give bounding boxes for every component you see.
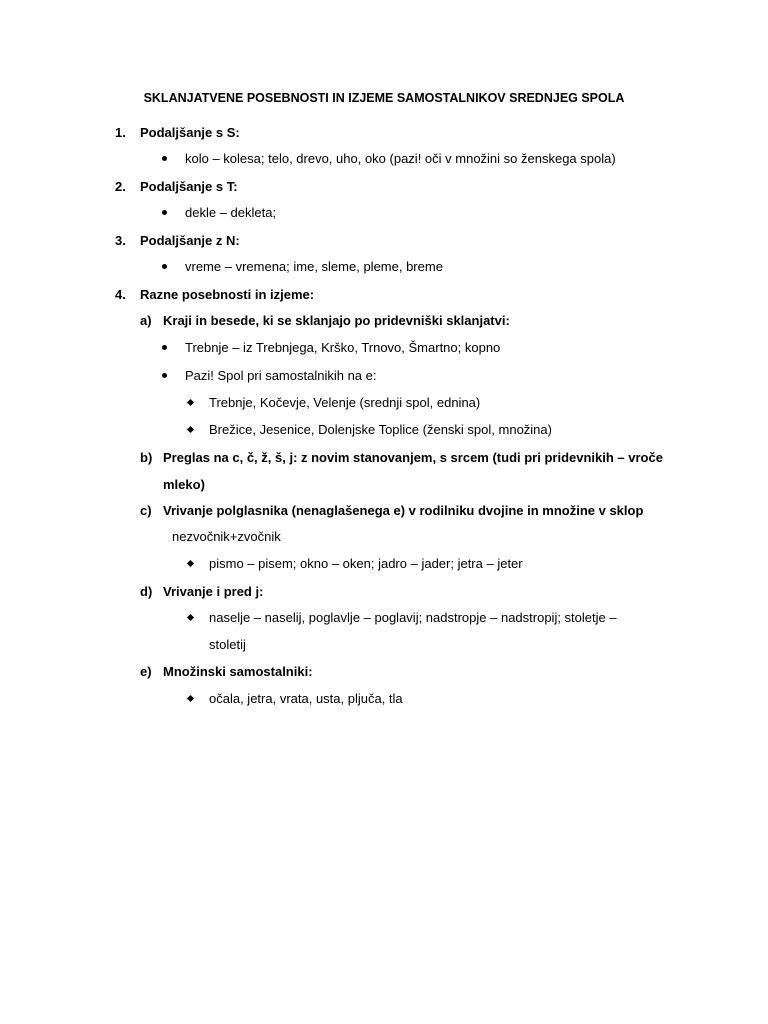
section-number: 3. — [115, 233, 126, 248]
list-item: Brežice, Jesenice, Dolenjske Toplice (ženski spol, množina) — [209, 422, 552, 437]
list-item-continued: stoletij — [209, 637, 246, 652]
diamond-bullet-icon — [187, 426, 194, 433]
list-item: očala, jetra, vrata, usta, pljuča, tla — [209, 691, 403, 706]
diamond-bullet-icon — [187, 399, 194, 406]
section-number: 4. — [115, 287, 126, 302]
list-item: dekle – dekleta; — [185, 205, 277, 220]
list-item: pismo – pisem; okno – oken; jadro – jader; jetra – jeter — [209, 556, 523, 571]
subsection-letter: a) — [140, 313, 152, 328]
bullet-dot-icon — [162, 210, 167, 215]
subsection-note: nezvočnik+zvočnik — [172, 529, 281, 544]
subsection-heading: Vrivanje i pred j: — [163, 584, 264, 599]
subsection-heading: Preglas na c, č, ž, š, j: z novim stanovanjem, s srcem (tudi pri pridevnikih – vroče — [163, 450, 663, 465]
list-item: kolo – kolesa; telo, drevo, uho, oko (pazi! oči v množini so ženskega spola) — [185, 151, 616, 166]
subsection-heading: Kraji in besede, ki se sklanjajo po pridevniški sklanjatvi: — [163, 313, 510, 328]
section-heading: Podaljšanje s T: — [140, 179, 238, 194]
bullet-dot-icon — [162, 373, 167, 378]
bullet-dot-icon — [162, 345, 167, 350]
bullet-dot-icon — [162, 264, 167, 269]
list-item: Pazi! Spol pri samostalnikih na e: — [185, 368, 377, 383]
list-item: naselje – naselij, poglavlje – poglavij; nadstropje – nadstropij; stoletje – — [209, 610, 617, 625]
subsection-letter: c) — [140, 503, 152, 518]
subsection-heading-continued: mleko) — [163, 477, 205, 492]
section-heading: Podaljšanje s S: — [140, 125, 240, 140]
subsection-letter: e) — [140, 664, 152, 679]
diamond-bullet-icon — [187, 614, 194, 621]
list-item: Trebnje – iz Trebnjega, Krško, Trnovo, Šmartno; kopno — [185, 340, 501, 355]
section-heading: Podaljšanje z N: — [140, 233, 240, 248]
section-number: 2. — [115, 179, 126, 194]
bullet-dot-icon — [162, 156, 167, 161]
diamond-bullet-icon — [187, 560, 194, 567]
section-number: 1. — [115, 125, 126, 140]
subsection-heading: Množinski samostalniki: — [163, 664, 313, 679]
list-item: Trebnje, Kočevje, Velenje (srednji spol, ednina) — [209, 395, 481, 410]
section-heading: Razne posebnosti in izjeme: — [140, 287, 315, 302]
subsection-heading: Vrivanje polglasnika (nenaglašenega e) v rodilniku dvojine in množine v sklop — [163, 503, 644, 518]
diamond-bullet-icon — [187, 695, 194, 702]
document-title: SKLANJATVENE POSEBNOSTI IN IZJEME SAMOSTALNIKOV SREDNJEG SPOLA — [143, 91, 625, 105]
subsection-letter: b) — [140, 450, 153, 465]
list-item: vreme – vremena; ime, sleme, pleme, breme — [185, 259, 443, 274]
subsection-letter: d) — [140, 584, 153, 599]
